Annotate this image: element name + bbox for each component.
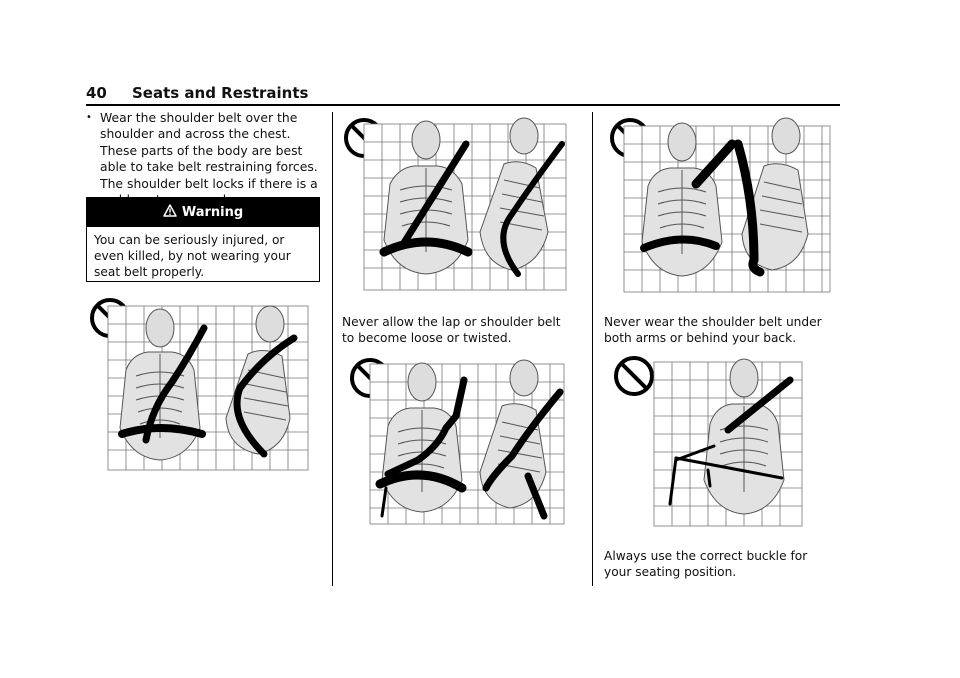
warning-text: You can be seriously injured, or even killed, by not wearing your seat belt properly. xyxy=(94,233,291,280)
prohibition-icon xyxy=(616,358,652,394)
header-rule xyxy=(86,104,840,106)
column-divider-left xyxy=(332,112,333,586)
warning-triangle-icon xyxy=(163,204,177,217)
belt-misuse-figure-low-lap xyxy=(88,298,312,476)
page-number: 40 xyxy=(86,84,107,102)
belt-misuse-figure-twisted xyxy=(348,356,568,528)
bullet-text: Wear the shoulder belt over the shoulder and across the chest. These parts of the body are best able to take belt restraining forces. The shoulder belt locks if there is a xyxy=(100,110,318,191)
caption-under-arms: Never wear the shoulder belt under both arms or behind your back. xyxy=(604,315,822,346)
belt-misuse-figure-loose xyxy=(342,114,570,296)
section-title: Seats and Restraints xyxy=(132,84,309,102)
belt-misuse-figure-under-arms xyxy=(604,110,836,296)
bullet-dot: • xyxy=(86,112,92,123)
warning-title: Warning xyxy=(181,205,244,220)
page-header xyxy=(86,84,840,104)
caption-correct-buckle: Always use the correct buckle for your seating position. xyxy=(604,549,808,580)
bullet-item xyxy=(86,110,321,208)
belt-misuse-figure-wrong-buckle xyxy=(612,354,806,530)
warning-box xyxy=(86,197,320,282)
column-divider-right xyxy=(592,112,593,586)
warning-header xyxy=(87,198,319,227)
caption-loose-twisted: Never allow the lap or shoulder belt to become loose or twisted. xyxy=(342,315,561,346)
